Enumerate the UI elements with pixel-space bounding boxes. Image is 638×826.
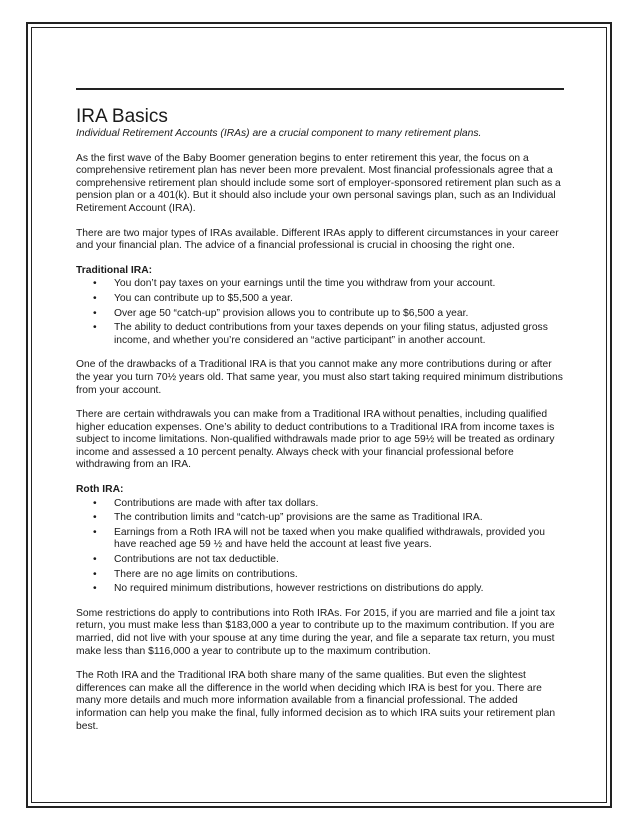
roth-paragraph: Some restrictions do apply to contributions into Roth IRAs. For 2015, if you are married and file a joint tax return, you must make less than $183,000 a year to contribute up to the maximum contribution. If you are married, did not live with your spouse at any time during the year, and file a separate tax return, you must make less than $116,000 a year to contribute up to the maximum contribution. xyxy=(76,607,556,657)
bullet-icon: • xyxy=(93,512,97,524)
bullet-icon: • xyxy=(93,278,97,290)
list-item xyxy=(93,278,564,291)
bullet-icon: • xyxy=(93,554,97,566)
list-item xyxy=(93,554,564,567)
list-item xyxy=(93,307,564,321)
intro-paragraph: As the first wave of the Baby Boomer generation begins to enter retirement this year, the focus on a comprehensive retirement plan has never been more prevalent. Most financial professionals agree that a comprehensive retirement plan should include some sort of employer-sponsored retirement plan such as a pension plan or a 401(k). But it should also include your own personal savings plan, such as an Individual Retirement Account (IRA). xyxy=(76,152,561,214)
list-item xyxy=(93,526,564,552)
list-item xyxy=(93,322,564,347)
bullet-icon: • xyxy=(93,568,97,580)
list-item-text: Contributions are made with after tax dollars. xyxy=(114,497,319,509)
list-item-text: Earnings from a Roth IRA will not be taxed when you make qualified withdrawals, provided you have reached age 59 ½ and have held the account at least five years. xyxy=(114,526,545,551)
bullet-icon: • xyxy=(93,583,97,595)
roth-ira-heading: Roth IRA: xyxy=(76,484,124,496)
bullet-icon: • xyxy=(93,497,97,509)
bullet-icon: • xyxy=(93,526,97,538)
bullet-icon: • xyxy=(93,292,97,304)
traditional-ira-list xyxy=(76,278,564,347)
list-item-text: Contributions are not tax deductible. xyxy=(114,554,279,566)
bullet-icon: • xyxy=(93,322,97,334)
bullet-icon: • xyxy=(93,307,97,319)
intro-paragraph: There are two major types of IRAs available. Different IRAs apply to different circumstances in your career and your financial plan. The advice of a financial professional is crucial in choosing the right one. xyxy=(76,227,559,252)
list-item-text: The ability to deduct contributions from your taxes depends on your filing status, adjusted gross income, and whether you’re considered an “active participant” in another account. xyxy=(114,322,548,346)
list-item xyxy=(93,583,564,596)
list-item-text: The contribution limits and “catch-up” provisions are the same as Traditional IRA. xyxy=(114,512,483,524)
document-body xyxy=(76,106,564,745)
list-item xyxy=(93,497,564,511)
roth-ira-list xyxy=(76,498,564,596)
traditional-paragraph: One of the drawbacks of a Traditional IRA is that you cannot make any more contributions during or after the year you turn 70½ years old. That same year, you must also start taking required minimum distributions from your account. xyxy=(76,359,563,396)
list-item xyxy=(93,568,564,582)
list-item xyxy=(93,292,564,306)
roth-paragraph: The Roth IRA and the Traditional IRA both share many of the same qualities. But even the slightest differences can make all the difference in the world when deciding which IRA is best for you. There are many more details and much more information available from a financial professional. The added information can help you make the final, fully informed decision as to which IRA suits your retirement plan best. xyxy=(76,670,556,732)
page-subtitle: Individual Retirement Accounts (IRAs) are a crucial component to many retirement plans. xyxy=(76,128,482,139)
list-item-text: You don’t pay taxes on your earnings until the time you withdraw from your account. xyxy=(114,278,496,290)
page-title: IRA Basics xyxy=(76,106,168,127)
list-item xyxy=(93,512,564,525)
list-item-text: There are no age limits on contributions. xyxy=(114,568,298,580)
list-item-text: No required minimum distributions, however restrictions on distributions do apply. xyxy=(114,583,484,595)
traditional-ira-heading: Traditional IRA: xyxy=(76,264,153,276)
list-item-text: You can contribute up to $5,500 a year. xyxy=(114,292,293,304)
traditional-paragraph: There are certain withdrawals you can make from a Traditional IRA without penalties, including qualified higher education expenses. One’s ability to deduct contributions to a Traditional IRA from income taxes is subject to income limitations. Non-qualified withdrawals made prior to age 59½ will be treated as ordinary income and assessed a 10 percent penalty. Always check with your financial professional before withdrawing from an IRA. xyxy=(76,409,555,471)
list-item-text: Over age 50 “catch-up” provision allows you to contribute up to $6,500 a year. xyxy=(114,307,469,319)
title-rule xyxy=(76,88,564,90)
